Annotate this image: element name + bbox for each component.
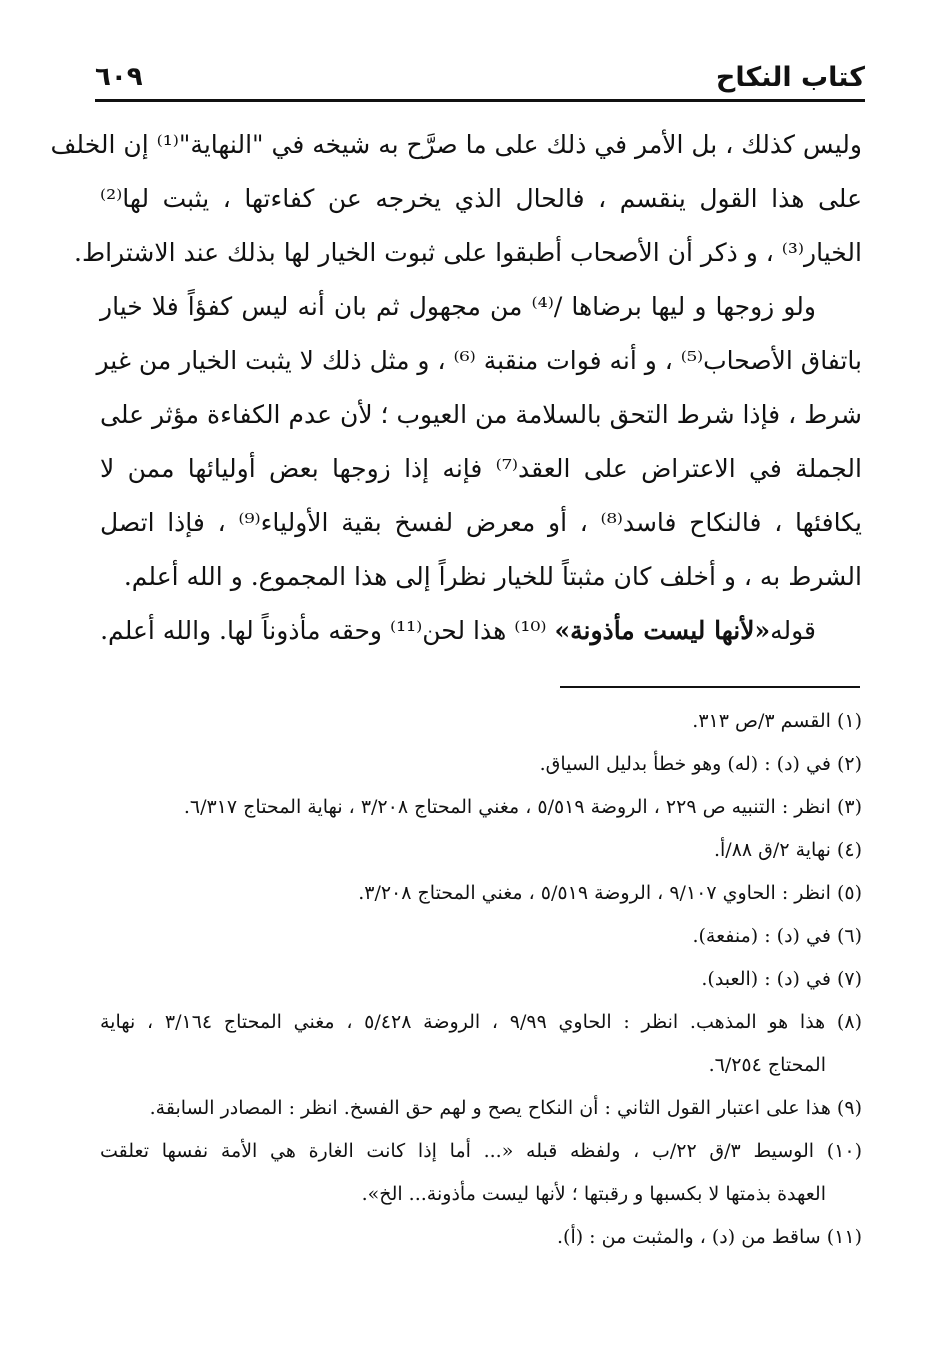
footnote: (٩) هذا على اعتبار القول الثاني : أن النكاح يصح و لهم حق الفسخ. انظر : المصادر السابقة. (149, 1097, 862, 1119)
footnote: (٢) في (د) : (له) وهو خطأ بدليل السياق. (539, 753, 862, 775)
text-line: شرط ، فإذا شرط التحق بالسلامة من العيوب ؛ لأن عدم الكفاءة مؤثر على (100, 400, 862, 429)
main-text (50, 118, 862, 658)
footnote-continuation: العهدة بذمتها لا بكسبها و رقبتها ؛ لأنها ليست مأذونة... الخ». (361, 1183, 826, 1205)
footnote: (٣) انظر : التنبيه ص ٢٢٩ ، الروضة ٥/٥١٩ ، مغني المحتاج ٣/٢٠٨ ، نهاية المحتاج ٦/٣١٧. (183, 796, 862, 818)
text-line: ولو زوجها و ليها برضاها /⁽⁴⁾ من مجهول ثم بان أنه ليس كفؤاً فلا خيار (100, 292, 816, 321)
text-line: باتفاق الأصحاب⁽⁵⁾ ، و أنه فوات منقبة ⁽⁶⁾ ، و مثل ذلك لا يثبت الخيار من غير (96, 346, 862, 375)
text-line: الخيار⁽³⁾ ، و ذكر أن الأصحاب أطبقوا على ثبوت الخيار لها بذلك عند الاشتراط. (74, 238, 862, 267)
chapter-title: كتاب النكاح (715, 62, 865, 93)
footnote: (٨) هذا هو المذهب. انظر : الحاوي ٩/٩٩ ، الروضة ٥/٤٢٨ ، مغني المحتاج ٣/١٦٤ ، نهاية (100, 1011, 862, 1033)
text-line: الشرط به ، و أخلف كان مثبتاً للخيار نظراً إلى هذا المجموع. و الله أعلم. (123, 562, 862, 591)
quote-prefix: قوله (770, 616, 816, 645)
text-line: على هذا القول ينقسم ، فالحال الذي يخرجه عن كفاءتها ، يثبت لها⁽²⁾ (100, 184, 862, 213)
page-number: ٦٠٩ (95, 62, 143, 92)
text-line: وليس كذلك ، بل الأمر في ذلك على ما صرَّح به شيخه في "النهاية"⁽¹⁾ إن الخلف (50, 130, 862, 159)
footnotes (100, 700, 862, 1259)
header-rule (95, 99, 865, 102)
footnote: (٦) في (د) : (منفعة). (692, 925, 862, 947)
footnote: (١) القسم ٣/ص ٣١٣. (692, 710, 862, 732)
quoted-phrase: «لأنها ليست مأذونة» (554, 616, 771, 645)
text-line: يكافئها ، فالنكاح فاسد⁽⁸⁾ ، أو معرض لفسخ بقية الأولياء⁽⁹⁾ ، فإذا اتصل (100, 508, 862, 537)
footnote-continuation: المحتاج ٦/٢٥٤. (708, 1054, 826, 1076)
footnote: (٥) انظر : الحاوي ٩/١٠٧ ، الروضة ٥/٥١٩ ، مغني المحتاج ٣/٢٠٨. (358, 882, 862, 904)
footnote: (٧) في (د) : (العبد). (701, 968, 862, 990)
footnote: (٤) نهاية ٢/ق ٨٨/أ. (713, 839, 862, 861)
footnote: (١٠) الوسيط ٣/ق ٢٢/ب ، ولفظه قبله «... أما إذا كانت الغارة هي الأمة نفسها تعلقت (100, 1140, 862, 1162)
footnote: (١١) ساقط من (د) ، والمثبت من : (أ). (557, 1226, 862, 1248)
quote-suffix: ⁽¹⁰⁾ هذا لحن⁽¹¹⁾ وحقه مأذوناً لها. والله أعلم. (100, 616, 555, 645)
footnote-separator (560, 686, 860, 688)
text-line-quote (100, 604, 862, 658)
page-header (95, 56, 865, 102)
text-line: الجملة في الاعتراض على العقد⁽⁷⁾ فإنه إذا زوجها بعض أوليائها ممن لا (100, 454, 862, 483)
